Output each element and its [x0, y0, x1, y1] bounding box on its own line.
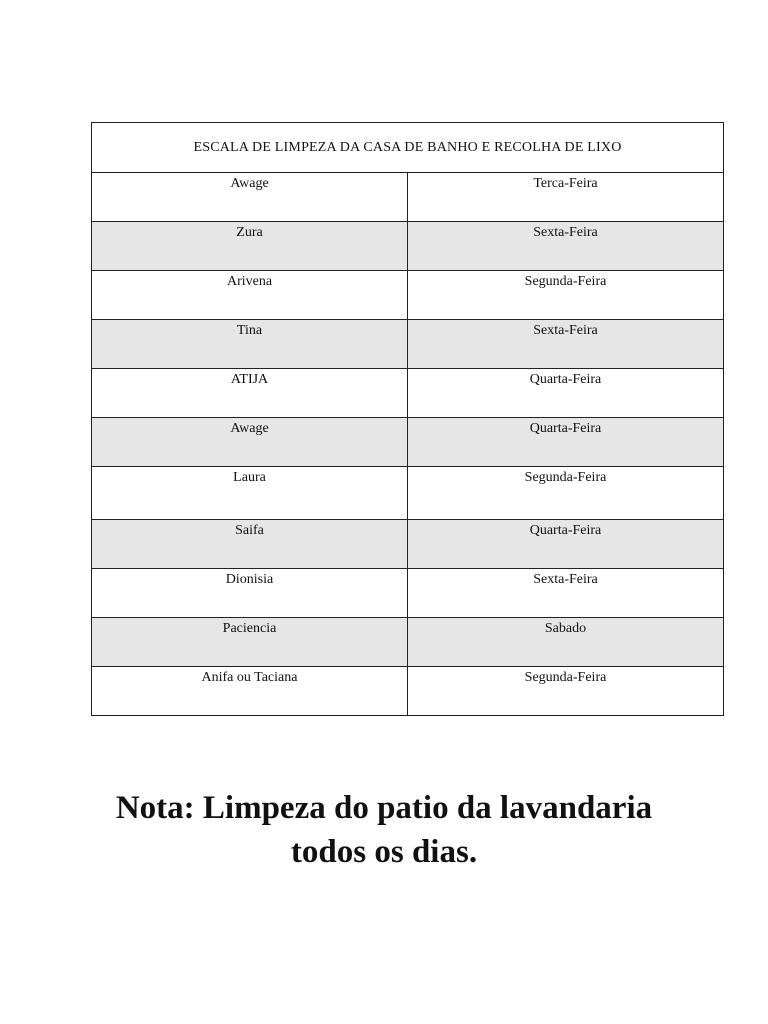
table-title: ESCALA DE LIMPEZA DA CASA DE BANHO E RECOLHA DE LIXO	[92, 123, 724, 173]
row-name: ATIJA	[92, 369, 408, 418]
table-row	[92, 369, 724, 418]
row-day: Sexta-Feira	[408, 222, 724, 271]
note-text	[0, 786, 768, 874]
note-line-2: todos os dias.	[290, 834, 478, 870]
table-header-row	[92, 123, 724, 173]
row-name: Paciencia	[92, 618, 408, 667]
cleaning-schedule-table	[91, 122, 724, 716]
table-row	[92, 467, 724, 520]
row-day: Sexta-Feira	[408, 320, 724, 369]
row-name: Saifa	[92, 520, 408, 569]
row-name: Arivena	[92, 271, 408, 320]
row-name: Tina	[92, 320, 408, 369]
table-row	[92, 222, 724, 271]
table-row	[92, 667, 724, 716]
row-name: Awage	[92, 173, 408, 222]
row-day: Terca-Feira	[408, 173, 724, 222]
note-line-1: Nota: Limpeza do patio da lavandaria	[115, 790, 653, 826]
table-row	[92, 569, 724, 618]
row-day: Segunda-Feira	[408, 667, 724, 716]
row-day: Quarta-Feira	[408, 418, 724, 467]
table-row	[92, 520, 724, 569]
row-name: Anifa ou Taciana	[92, 667, 408, 716]
row-name: Dionisia	[92, 569, 408, 618]
table-row	[92, 173, 724, 222]
row-name: Laura	[92, 467, 408, 520]
table-row	[92, 320, 724, 369]
table-row	[92, 271, 724, 320]
row-name: Awage	[92, 418, 408, 467]
row-name: Zura	[92, 222, 408, 271]
row-day: Segunda-Feira	[408, 271, 724, 320]
row-day: Sabado	[408, 618, 724, 667]
row-day: Segunda-Feira	[408, 467, 724, 520]
table-row	[92, 618, 724, 667]
table-row	[92, 418, 724, 467]
row-day: Quarta-Feira	[408, 369, 724, 418]
row-day: Quarta-Feira	[408, 520, 724, 569]
row-day: Sexta-Feira	[408, 569, 724, 618]
